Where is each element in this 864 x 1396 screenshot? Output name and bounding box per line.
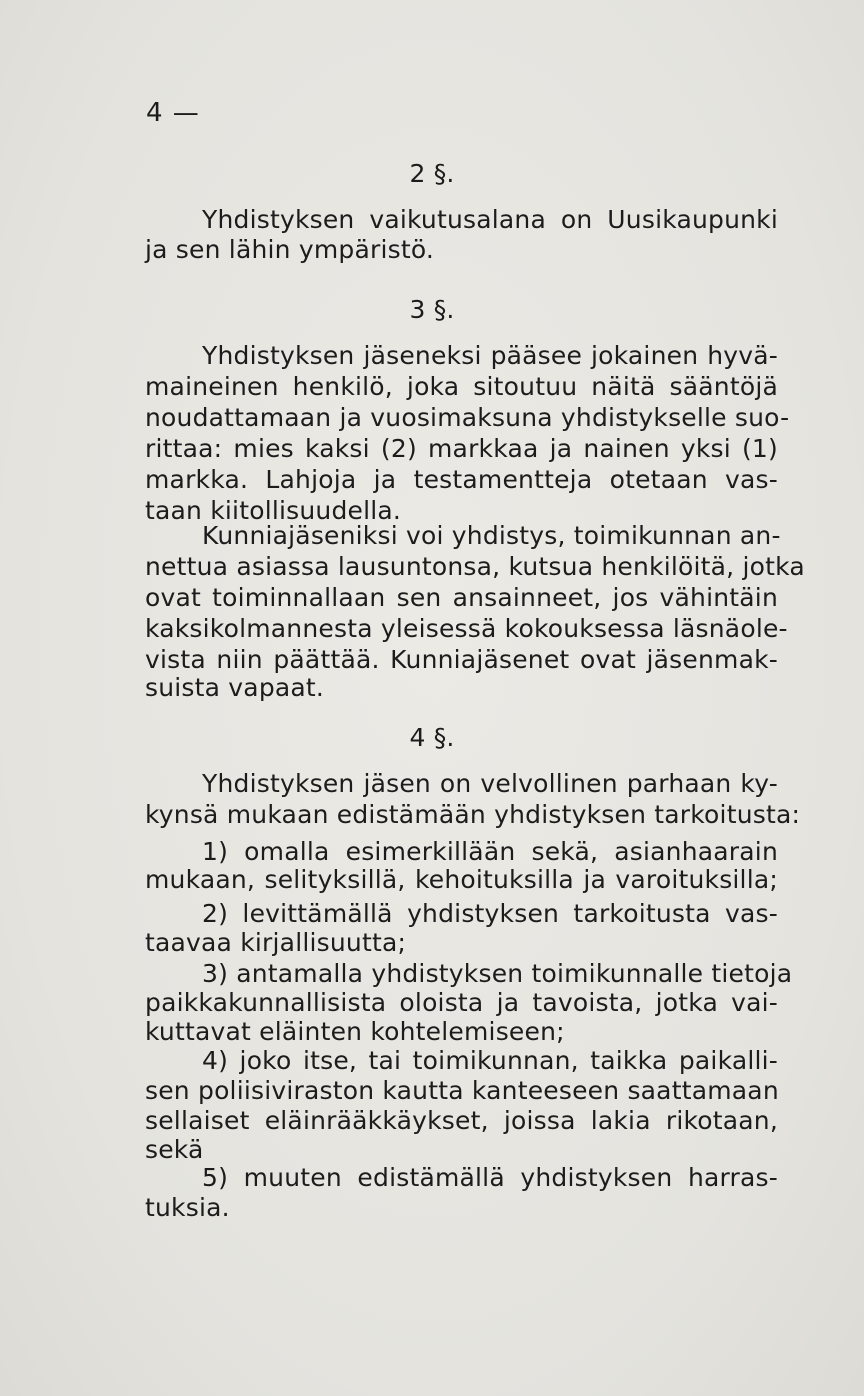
section-4-line-2: kynsä mukaan edistämään yhdistyksen tarkoitusta: <box>145 800 801 829</box>
section-3-line-2: maineinen henkilö, joka sitoutuu näitä sääntöjä <box>145 372 778 401</box>
section-3-line-1: Yhdistyksen jäseneksi pääsee jokainen hyvä- <box>202 341 778 370</box>
section-3-line-7: Kunniajäseniksi voi yhdistys, toimikunnan an- <box>202 521 781 550</box>
section-4-line-15: tuksia. <box>145 1193 230 1222</box>
section-4-line-5: 2) levittämällä yhdistyksen tarkoitusta vas- <box>202 899 778 928</box>
section-3-line-5: markka. Lahjoja ja testamentteja otetaan vas- <box>145 465 778 494</box>
section-3-line-6: taan kiitollisuudella. <box>145 496 402 525</box>
section-4-line-1: Yhdistyksen jäsen on velvollinen parhaan ky- <box>202 769 778 798</box>
section-2-heading: 2 §. <box>409 159 455 188</box>
section-4-line-10: 4) joko itse, tai toimikunnan, taikka paikalli- <box>202 1046 778 1075</box>
section-3-line-10: kaksikolmannesta yleisessä kokouksessa läsnäole- <box>145 614 788 643</box>
section-4-line-3: 1) omalla esimerkillään sekä, asianhaarain <box>202 837 778 866</box>
section-4-line-6: taavaa kirjallisuutta; <box>145 928 407 957</box>
section-3-line-3: noudattamaan ja vuosimaksuna yhdistykselle suo- <box>145 403 790 432</box>
section-4-line-9: kuttavat eläinten kohtelemiseen; <box>145 1017 565 1046</box>
section-4-line-8: paikkakunnallisista oloista ja tavoista, jotka vai- <box>145 988 778 1017</box>
section-4-line-4: mukaan, selityksillä, kehoituksilla ja varoituksilla; <box>145 865 778 894</box>
page-number-header: 4 — <box>146 98 200 128</box>
section-3-line-8: nettua asiassa lausuntonsa, kutsua henkilöitä, jotka <box>145 552 805 581</box>
section-4-line-7: 3) antamalla yhdistyksen toimikunnalle tietoja <box>202 959 793 988</box>
section-3-heading: 3 §. <box>409 295 455 324</box>
section-3-line-12: suista vapaat. <box>145 673 325 702</box>
section-4-line-11: sen poliisiviraston kautta kanteeseen saattamaan <box>145 1076 779 1105</box>
section-4-line-14: 5) muuten edistämällä yhdistyksen harras- <box>202 1163 778 1192</box>
section-3-line-11: vista niin päättää. Kunniajäsenet ovat jäsenmak- <box>145 645 778 674</box>
section-4-heading: 4 §. <box>409 723 455 752</box>
section-4-line-12: sellaiset eläinrääkkäykset, joissa lakia rikotaan, <box>145 1106 778 1135</box>
section-3-line-9: ovat toiminnallaan sen ansainneet, jos vähintäin <box>145 583 778 612</box>
section-4-line-13: sekä <box>145 1135 204 1164</box>
section-2-line-1: Yhdistyksen vaikutusalana on Uusikaupunki <box>202 205 778 234</box>
section-3-line-4: rittaa: mies kaksi (2) markkaa ja nainen yksi (1) <box>145 434 778 463</box>
section-2-line-2: ja sen lähin ympäristö. <box>145 235 435 264</box>
